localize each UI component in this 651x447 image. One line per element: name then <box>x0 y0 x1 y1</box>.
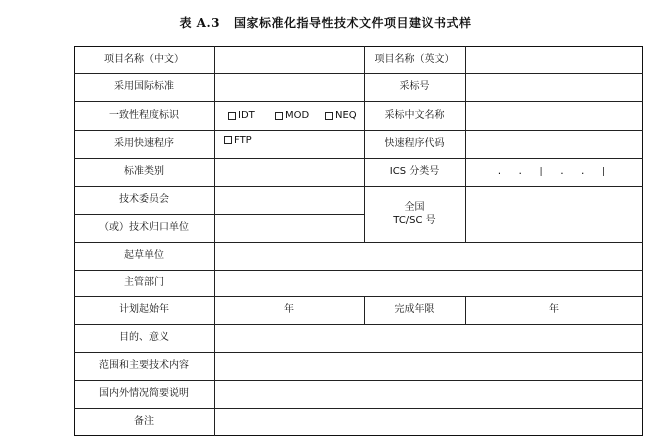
label-neq: NEQ <box>335 110 357 121</box>
label-ics: ICS 分类号 <box>389 166 440 178</box>
label-situation: 国内外情况简要说明 <box>99 388 189 400</box>
checkbox-ftp[interactable] <box>224 130 252 150</box>
label-fast-code: 快速程序代码 <box>384 138 445 150</box>
label-plan-start: 计划起始年 <box>119 304 169 316</box>
checkbox-square-icon <box>228 112 236 120</box>
table-number: 表 A.3 <box>179 16 220 30</box>
label-remarks: 备注 <box>134 416 154 428</box>
label-mod: MOD <box>285 110 310 121</box>
ics-code-placeholder: . . | . . | <box>496 166 612 177</box>
label-adopt-intl: 采用国际标准 <box>114 81 174 93</box>
checkbox-neq[interactable] <box>325 101 357 130</box>
value-year-start: 年 <box>284 304 294 316</box>
label-fast-proc: 采用快速程序 <box>114 138 174 150</box>
label-adopt-cn-name: 采标中文名称 <box>384 109 445 121</box>
label-scope: 范围和主要技术内容 <box>99 360 189 372</box>
label-authority: 主管部门 <box>124 277 164 289</box>
label-tcsc: TC/SC 号 <box>393 215 436 226</box>
label-name-en: 项目名称（英文） <box>374 53 455 65</box>
checkbox-mod[interactable] <box>275 101 309 130</box>
form-title <box>0 14 651 31</box>
label-ftp: FTP <box>234 134 252 146</box>
national-tcsc-cell <box>364 186 465 242</box>
label-purpose: 目的、意义 <box>119 332 169 344</box>
label-tech-committee: 技术委员会 <box>119 194 169 206</box>
label-drafter: 起草单位 <box>124 250 164 262</box>
checkbox-square-icon <box>224 136 232 144</box>
checkbox-idt[interactable] <box>228 101 255 130</box>
label-finish: 完成年限 <box>394 304 435 316</box>
label-adopt-no: 采标号 <box>399 81 430 93</box>
value-year-finish: 年 <box>549 304 559 316</box>
label-tech-unit: （或）技术归口单位 <box>99 222 189 234</box>
checkbox-square-icon <box>275 112 283 120</box>
label-consistency: 一致性程度标识 <box>109 109 179 121</box>
label-name-cn: 项目名称（中文） <box>104 53 184 65</box>
table-title: 国家标准化指导性技术文件项目建议书式样 <box>234 16 472 30</box>
label-national: 全国 <box>404 201 425 213</box>
label-idt: IDT <box>238 110 255 121</box>
proposal-form-table <box>74 46 643 436</box>
checkbox-square-icon <box>325 112 333 120</box>
label-std-category: 标准类别 <box>124 166 164 178</box>
